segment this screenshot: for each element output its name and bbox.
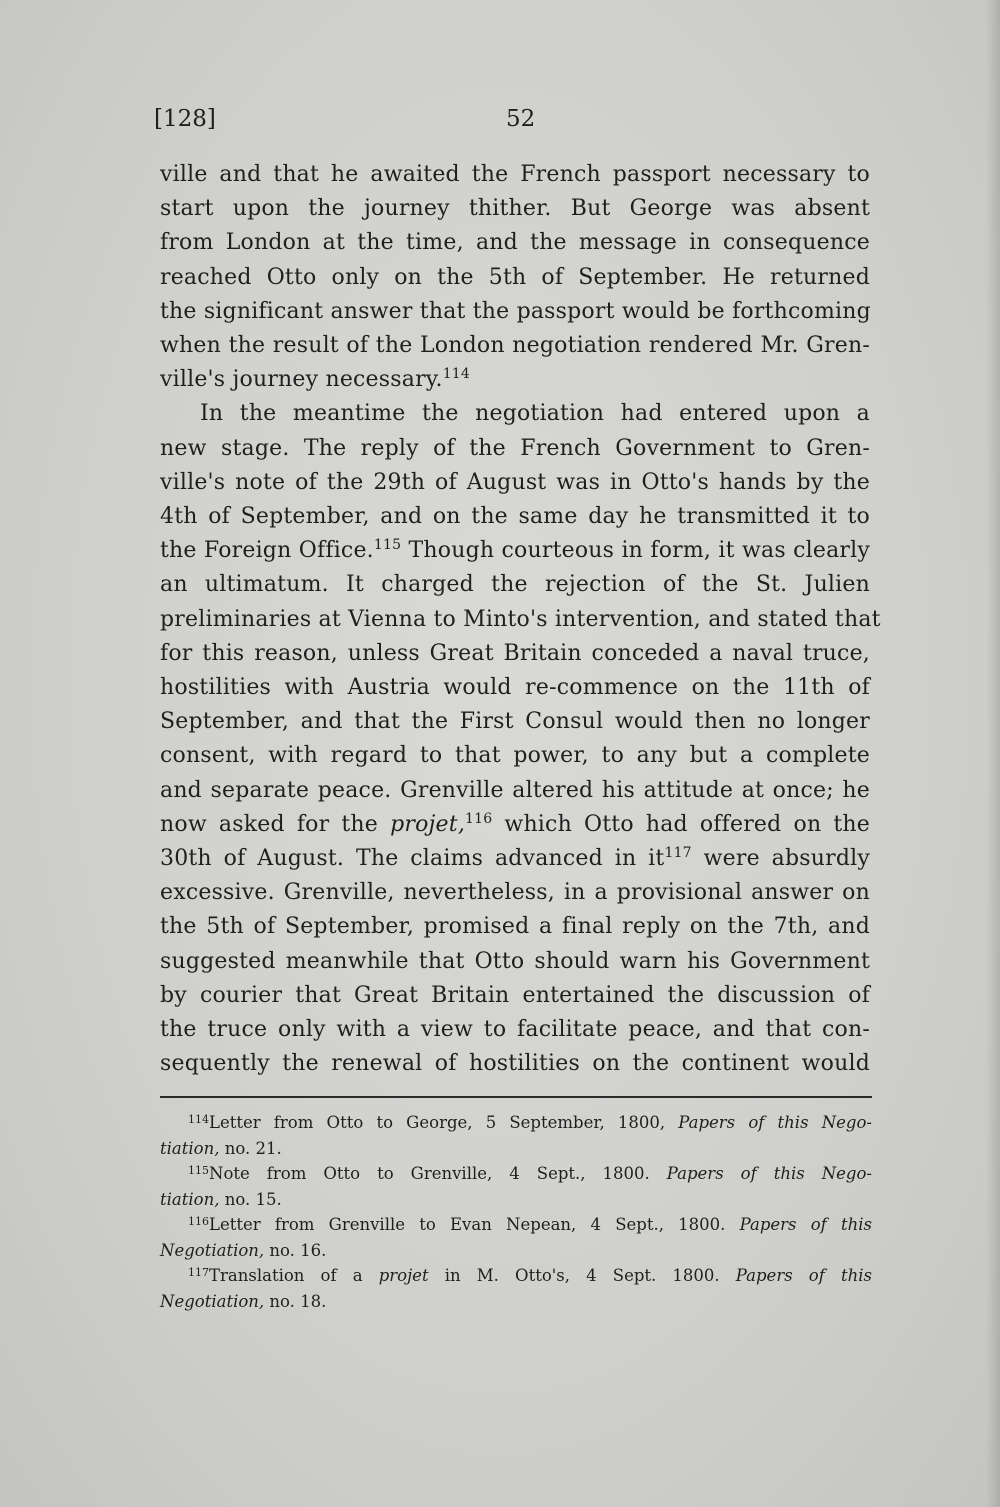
bracketed-page-number: [128]: [154, 106, 216, 132]
body-text-segment: now asked for the: [160, 811, 391, 837]
footnote-text: no. 21.: [219, 1138, 282, 1158]
footnote-line: [160, 1187, 872, 1213]
footnote-text: no. 18.: [264, 1291, 327, 1311]
footnote-116: [160, 1212, 872, 1263]
footnote-number: 114: [188, 1113, 209, 1126]
footnote-text: Letter from Grenville to Evan Nepean, 4 Sept., 1800.: [209, 1215, 740, 1234]
footnote-line: [160, 1289, 872, 1315]
body-text-segment: Though courteous in form, it was clearly: [401, 538, 871, 564]
footnote-line: [160, 1136, 872, 1162]
footnote-line: [160, 1110, 872, 1136]
body-line: when the result of the London negotiation rendered Mr. Gren-: [160, 333, 870, 359]
body-line: September, and that the First Consul would then no longer: [160, 709, 870, 735]
body-line: and separate peace. Grenville altered his attitude at once; he: [160, 777, 870, 803]
body-line: consent, with regard to that power, to any but a complete: [160, 743, 870, 769]
body-line: by courier that Great Britain entertained the discussion of: [160, 982, 870, 1008]
footnote-text: Letter from Otto to George, 5 September, 1800,: [209, 1113, 679, 1132]
body-line: for this reason, unless Great Britain conceded a naval truce,: [160, 640, 870, 666]
footnote-number: 117: [188, 1266, 209, 1279]
body-line: 4th of September, and on the same day he transmitted it to: [160, 504, 870, 530]
footnote-italic: Papers of this: [739, 1215, 872, 1234]
body-text-segment: were absurdly: [691, 846, 870, 872]
footnote-text: in M. Otto's, 4 Sept. 1800.: [428, 1266, 736, 1285]
body-line: [160, 808, 870, 842]
body-line: [160, 363, 870, 397]
body-line: from London at the time, and the message in consequence: [160, 230, 870, 256]
body-text-segment: which Otto had offered on the: [492, 811, 871, 837]
footnote-italic: Papers of this Nego-: [678, 1113, 872, 1132]
footnote-line: [160, 1238, 872, 1264]
body-line: sequently the renewal of hostilities on the continent would: [160, 1051, 870, 1077]
body-text: [160, 158, 881, 1081]
body-text-segment: ville's journey necessary.: [160, 367, 443, 393]
body-line: the significant answer that the passport would be forthcoming: [160, 298, 871, 324]
footnote-italic: Papers of this: [735, 1266, 872, 1285]
footnote-text: Translation of a: [209, 1266, 379, 1285]
body-line: ville's note of the 29th of August was in Otto's hands by the: [160, 469, 870, 495]
footnote-divider: [160, 1096, 872, 1098]
footnote-italic: tiation,: [160, 1138, 220, 1158]
italic-term: projet,: [390, 811, 466, 837]
footnote-117: [160, 1263, 872, 1314]
body-text-segment: the Foreign Office.: [160, 538, 374, 564]
footnote-italic: tiation,: [160, 1189, 220, 1209]
body-text-segment: 30th of August. The claims advanced in it: [160, 846, 665, 872]
page-number: 52: [506, 106, 536, 132]
body-line: ville and that he awaited the French passport necessary to: [160, 162, 870, 187]
body-line: the 5th of September, promised a final reply on the 7th, and: [160, 914, 870, 940]
footnote-text: no. 16.: [264, 1240, 327, 1260]
footnotes: [160, 1110, 872, 1314]
page-header: [150, 106, 870, 142]
body-line: hostilities with Austria would re-commence on the 11th of: [160, 675, 870, 701]
footnote-line: [160, 1263, 872, 1289]
footnote-line: [160, 1212, 872, 1238]
body-line: excessive. Grenville, nevertheless, in a provisional answer on: [160, 880, 870, 906]
footnote-number: 116: [188, 1215, 209, 1228]
body-line: [160, 842, 870, 876]
body-line: [160, 534, 870, 568]
footnote-line: [160, 1161, 872, 1187]
footnote-ref-115: 115: [373, 537, 402, 554]
footnote-italic: Papers of this Nego-: [666, 1164, 872, 1183]
footnote-number: 115: [188, 1164, 209, 1177]
footnote-114: [160, 1110, 872, 1161]
footnote-italic: Negotiation,: [160, 1291, 265, 1311]
footnote-ref-114: 114: [442, 366, 471, 383]
footnote-italic: projet: [378, 1266, 429, 1285]
footnote-text: Note from Otto to Grenville, 4 Sept., 1800.: [209, 1164, 667, 1183]
body-line: In the meantime the negotiation had entered upon a: [200, 401, 870, 427]
body-line: start upon the journey thither. But George was absent: [160, 196, 870, 222]
body-line: the truce only with a view to facilitate peace, and that con-: [160, 1017, 870, 1043]
footnote-115: [160, 1161, 872, 1212]
body-line: an ultimatum. It charged the rejection of the St. Julien: [160, 572, 870, 598]
footnote-text: no. 15.: [219, 1189, 282, 1209]
page-edge-shadow: [986, 0, 1000, 1507]
body-line: suggested meanwhile that Otto should warn his Government: [160, 948, 870, 974]
body-line: new stage. The reply of the French Government to Gren-: [160, 435, 870, 461]
footnote-italic: Negotiation,: [160, 1240, 265, 1260]
footnote-ref-116: 116: [465, 810, 493, 827]
footnote-ref-117: 117: [664, 845, 692, 862]
body-line: reached Otto only on the 5th of September. He returned: [160, 264, 870, 290]
body-line: preliminaries at Vienna to Minto's intervention, and stated that: [160, 606, 881, 632]
